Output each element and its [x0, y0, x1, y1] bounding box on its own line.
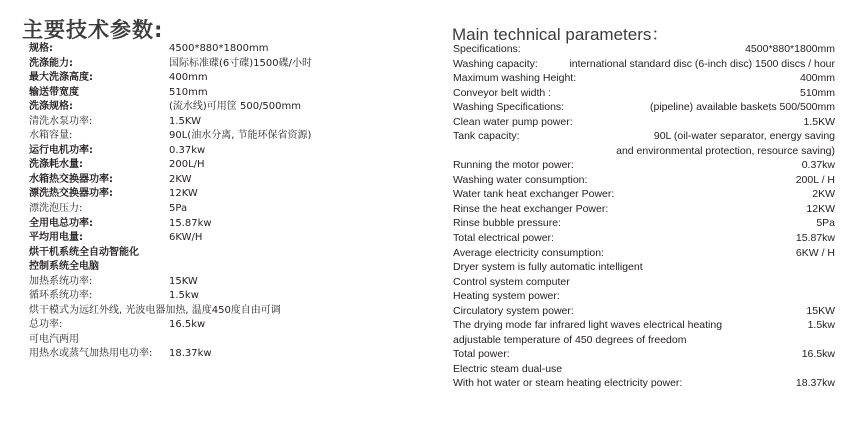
en-parameter-label: Specifications:	[453, 43, 521, 55]
cn-parameter-value: 1.5KW	[169, 115, 201, 127]
cn-parameter-row	[29, 115, 389, 130]
en-parameter-label: With hot water or steam heating electricity power:	[453, 377, 683, 390]
cn-parameter-value: 18.37kw	[169, 348, 212, 360]
en-parameter-label: Heating system power:	[453, 290, 560, 303]
en-parameter-value: 15KW	[806, 304, 835, 317]
en-parameter-row	[453, 158, 835, 173]
en-parameter-row	[453, 216, 835, 231]
en-parameter-row	[453, 304, 835, 319]
en-parameter-value: 15.87kw	[795, 232, 835, 245]
en-parameter-value: 400mm	[799, 72, 835, 85]
cn-parameter-label: 平均用电量:	[29, 232, 83, 244]
en-parameter-value-line: and environmental protection, resource saving)	[616, 144, 835, 157]
en-parameter-row	[453, 173, 835, 188]
en-parameter-label: Total power:	[453, 348, 510, 361]
en-parameter-label: Circulatory system power:	[453, 304, 574, 317]
cn-parameter-row	[29, 318, 389, 333]
cn-parameter-row	[29, 275, 389, 290]
en-parameter-label: Average electricity consumption:	[453, 246, 604, 259]
cn-parameter-row	[29, 347, 389, 362]
cn-parameter-label: 烘干机系统全自动智能化	[29, 246, 139, 258]
en-parameter-label: Dryer system is fully automatic intelligent	[453, 261, 643, 274]
en-parameter-value: 1.5kw	[807, 319, 835, 332]
en-parameter-value: 510mm	[799, 86, 835, 99]
en-parameter-label-line: The drying mode far infrared light waves electrical heating	[453, 319, 723, 332]
en-parameter-label-line: adjustable temperature of 450 degrees of freedom	[453, 333, 687, 346]
en-parameter-label: Electric steam dual-use	[453, 362, 563, 375]
en-parameter-label: Rinse bubble pressure:	[453, 217, 561, 230]
cn-parameter-label: 洗涤规格:	[29, 101, 73, 113]
en-parameter-value: international standard disc (6-inch disc) 1500 discs / hour	[569, 57, 835, 70]
en-parameter-label	[453, 318, 722, 347]
en-parameter-row	[453, 376, 835, 391]
cn-parameter-row	[29, 57, 389, 72]
cn-parameter-label: 可电汽两用	[29, 333, 79, 345]
en-parameter-label: Conveyor belt width :	[453, 86, 552, 99]
cn-parameter-value: 5Pa	[169, 203, 188, 215]
cn-parameter-value: 90L(油水分离, 节能环保省资源)	[169, 130, 312, 142]
cn-parameter-label: 全用电总功率:	[29, 217, 93, 229]
cn-parameter-row	[29, 100, 389, 115]
en-parameter-value: 6KW / H	[795, 246, 835, 259]
chinese-section-title: 主要技术参数:	[22, 18, 164, 42]
en-parameter-label: Maximum washing Height:	[453, 72, 577, 85]
cn-parameter-value: 1.5kw	[169, 290, 199, 302]
en-parameter-label: Control system computer	[453, 275, 570, 288]
cn-parameter-value: 15.87kw	[169, 217, 212, 229]
cn-parameter-label: 加热系统功率:	[29, 275, 93, 287]
cn-parameter-row	[29, 231, 389, 246]
cn-parameter-value: 510mm	[169, 86, 208, 98]
cn-parameter-row	[29, 158, 389, 173]
cn-parameter-row	[29, 217, 389, 232]
cn-parameter-label: 用热水或蒸气加热用电功率:	[29, 348, 153, 360]
en-parameter-row	[453, 187, 835, 202]
cn-parameter-label: 最大洗涤高度:	[29, 72, 93, 84]
en-parameter-value: 5Pa	[816, 217, 835, 230]
cn-parameter-value: 6KW/H	[169, 232, 203, 244]
cn-parameter-label: 漂洗热交换器功率:	[29, 188, 113, 200]
en-parameter-row	[453, 71, 835, 86]
en-parameter-row	[453, 57, 835, 72]
en-parameter-row	[453, 246, 835, 261]
cn-parameter-label: 运行电机功率:	[29, 144, 93, 156]
en-parameter-row	[453, 260, 835, 275]
cn-parameter-label: 洗涤耗水量:	[29, 159, 83, 171]
en-parameter-value: 0.37kw	[801, 159, 835, 172]
en-parameter-row	[453, 318, 835, 347]
en-parameter-value: 1.5KW	[803, 115, 835, 128]
en-parameter-row	[453, 202, 835, 217]
cn-parameter-row	[29, 246, 389, 261]
cn-parameter-row	[29, 260, 389, 275]
cn-parameter-value: 400mm	[169, 72, 208, 84]
en-parameter-label: Washing capacity:	[453, 57, 538, 70]
cn-parameter-label: 输送带宽度	[29, 86, 79, 98]
en-parameter-row	[453, 100, 835, 115]
en-parameter-row	[453, 347, 835, 362]
en-parameter-label: Washing water consumption:	[453, 173, 588, 186]
cn-parameter-row	[29, 71, 389, 86]
en-parameter-label: Total electrical power:	[453, 232, 554, 245]
cn-parameter-value: 12KW	[169, 188, 198, 200]
en-parameter-row	[453, 129, 835, 158]
en-parameter-value: 4500*880*1800mm	[745, 43, 835, 55]
cn-parameter-row	[29, 173, 389, 188]
en-parameter-label: Clean water pump power:	[453, 115, 573, 128]
cn-parameter-row	[29, 304, 389, 319]
cn-parameter-value: 4500*880*1800mm	[169, 43, 269, 54]
en-parameter-value: 16.5kw	[801, 348, 835, 361]
en-parameter-label: Washing Specifications:	[453, 101, 565, 114]
english-section-title: Main technical parameters：	[452, 25, 669, 44]
en-parameter-label: Tank capacity:	[453, 130, 520, 143]
en-parameter-value-line: 90L (oil-water separator, energy saving	[653, 130, 835, 143]
cn-parameter-value: 15KW	[169, 275, 198, 287]
cn-parameter-label: 总功率:	[29, 319, 63, 331]
en-parameter-row	[453, 362, 835, 377]
cn-parameter-row	[29, 202, 389, 217]
cn-parameter-row	[29, 289, 389, 304]
cn-parameter-label: 清洗水泵功率:	[29, 115, 93, 127]
cn-parameter-value: (流水线)可用筐 500/500mm	[169, 101, 302, 113]
cn-parameter-value: 2KW	[169, 173, 192, 185]
cn-parameter-label: 循环系统功率:	[29, 290, 93, 302]
cn-parameter-label: 烘干模式为远红外线, 光波电器加热, 温度450度自由可调	[29, 304, 281, 316]
en-parameter-row	[453, 231, 835, 246]
en-parameter-value: 2KW	[812, 188, 835, 201]
cn-parameter-row	[29, 86, 389, 101]
en-parameter-value: 12KW	[806, 202, 835, 215]
cn-parameter-value: 200L/H	[169, 159, 205, 171]
en-parameter-label: Running the motor power:	[453, 159, 574, 172]
cn-parameter-label: 漂洗泡压力:	[29, 203, 83, 215]
en-parameter-row	[453, 275, 835, 290]
cn-parameter-label: 洗涤能力:	[29, 57, 73, 69]
english-parameter-list	[453, 42, 835, 391]
cn-parameter-label: 水箱热交换器功率:	[29, 173, 113, 185]
en-parameter-value: (pipeline) available baskets 500/500mm	[649, 101, 835, 114]
en-parameter-value	[616, 129, 835, 158]
cn-parameter-value: 国际标准碟(6寸碟)1500碟/小时	[169, 57, 312, 69]
cn-parameter-value: 0.37kw	[169, 144, 206, 156]
cn-parameter-label: 水箱容量:	[29, 130, 73, 142]
en-parameter-row	[453, 289, 835, 304]
cn-parameter-row	[29, 187, 389, 202]
en-parameter-value: 200L / H	[795, 173, 835, 186]
cn-parameter-row	[29, 144, 389, 159]
en-parameter-row	[453, 115, 835, 130]
cn-parameter-row	[29, 42, 389, 57]
en-parameter-row	[453, 42, 835, 57]
en-parameter-row	[453, 86, 835, 101]
en-parameter-label: Water tank heat exchanger Power:	[453, 188, 615, 201]
en-parameter-value: 18.37kw	[795, 377, 835, 390]
cn-parameter-value: 16.5kw	[169, 319, 206, 331]
cn-parameter-row	[29, 129, 389, 144]
cn-parameter-label: 控制系统全电脑	[29, 261, 99, 273]
cn-parameter-label: 规格:	[29, 43, 53, 54]
chinese-parameter-list	[29, 42, 389, 362]
en-parameter-label: Rinse the heat exchanger Power:	[453, 202, 609, 215]
cn-parameter-row	[29, 333, 389, 348]
